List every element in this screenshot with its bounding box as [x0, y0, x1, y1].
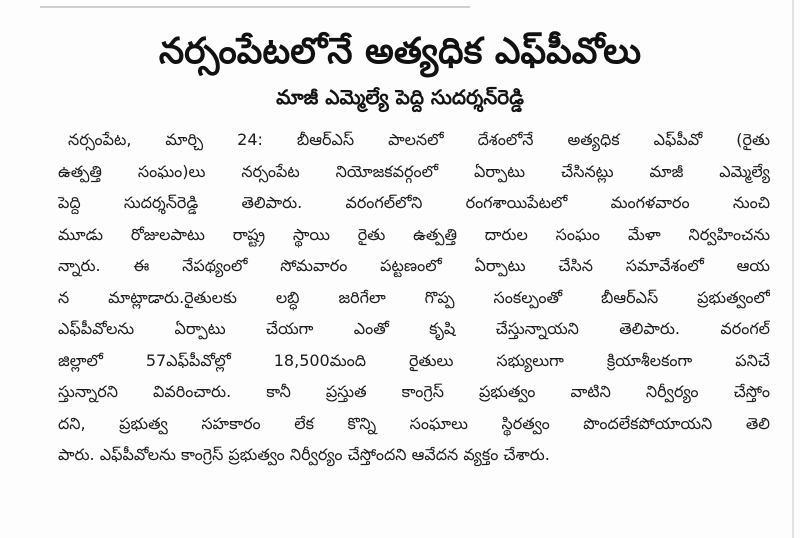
- article-headline: నర్సంపేటలోనే అత్యధిక ఎఫ్‌పీవోలు: [158, 31, 642, 72]
- body-line: న్నారు. ఈ నేపథ్యంలో సోమవారం పట్టణంలో ఏర్పాటు చేసిన సమావేశంలో ఆయ: [58, 256, 770, 275]
- body-line: న మాట్లాడారు.రైతులకు లబ్ధి జరిగేలా గొప్ప సంకల్పంతో బీఆర్‌ఎస్ ప్రభుత్వంలో: [58, 287, 770, 307]
- body-line: మూడు రోజులపాటు రాష్ట్ర స్థాయి రైతు ఉత్పత్తి దారుల సంఘం మేళా నిర్వహించను: [58, 224, 770, 244]
- body-line: పారు. ఎఫ్‌పీవోలను కాంగ్రెస్ ప్రభుత్వం నిర్వీర్యం చేస్తోందని ఆవేదన వ్యక్తం చేశారు.: [58, 445, 550, 464]
- body-line: జిల్లాలో 57ఎఫ్‌పీవోల్లో 18,500మంది రైతులు సభ్యులుగా క్రియాశీలకంగా పనిచే: [58, 350, 770, 370]
- top-divider: [40, 0, 470, 8]
- article-body: [58, 124, 770, 471]
- body-line: దని, ప్రభుత్వ సహకారం లేక కొన్ని సంఘాలు స్థిరత్వం పొందలేకపోయాయని తెలి: [58, 413, 770, 433]
- body-line: ఎఫ్‌పీవోలను ఏర్పాటు చేయగా ఎంతో కృషి చేస్తున్నాయని తెలిపారు. వరంగల్: [58, 319, 770, 338]
- article-subheadline: మాజీ ఎమ్మెల్యే పెద్ది సుదర్శన్‌రెడ్డి: [276, 85, 524, 109]
- body-line: నర్సంపేట, మార్చి 24: బీఆర్‌ఎస్ పాలనలో దేశంలోనే అత్యధిక ఎఫ్‌పీవో (రైతు: [68, 130, 770, 149]
- body-line: స్తున్నారని వివరించారు. కానీ ప్రస్తుత కాంగ్రెస్ ప్రభుత్వం వాటిని నిర్వీర్యం చేస్తోం: [58, 382, 770, 401]
- next-article-headline-fragment: [120, 528, 680, 538]
- body-line: ఉత్పత్తి సంఘం)లు నర్సంపేట నియోజకవర్గంలో ఏర్పాటు చేసినట్లు మాజీ ఎమ్మెల్యే: [58, 161, 770, 181]
- body-line: పెద్ది సుదర్శన్‌రెడ్డి తెలిపారు. వరంగల్‌లోని రంగశాయిపేటలో మంగళవారం నుంచి: [58, 193, 770, 212]
